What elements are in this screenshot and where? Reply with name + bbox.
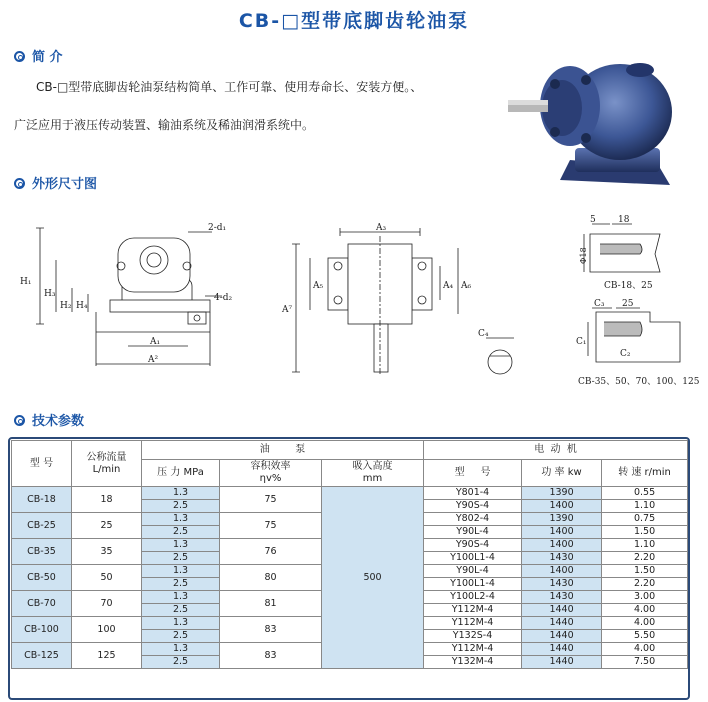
cell-power: 1440	[522, 656, 602, 669]
cell-pump-model: CB-100	[12, 617, 72, 643]
page-title: CB-□型带底脚齿轮油泵	[238, 10, 470, 32]
label-h1: H₁	[20, 277, 32, 287]
cell-pressure: 1.3	[142, 539, 220, 552]
cell-efficiency: 83	[220, 643, 322, 669]
label-a5: A₅	[313, 281, 324, 291]
cell-pressure: 2.5	[142, 500, 220, 513]
cell-pressure: 1.3	[142, 487, 220, 500]
cell-pressure: 2.5	[142, 630, 220, 643]
cell-pressure: 1.3	[142, 591, 220, 604]
tech-heading-text: 技术参数	[32, 414, 85, 429]
cell-power: 1440	[522, 630, 602, 643]
spec-table	[11, 440, 688, 669]
header-power: 功 率 kw	[522, 460, 602, 487]
label-l-dim2: 25	[622, 299, 634, 309]
cell-motor-model: Y802-4	[424, 513, 522, 526]
cell-speed: 5.50	[602, 630, 688, 643]
cell-flow: 35	[72, 539, 142, 565]
cell-power: 1390	[522, 487, 602, 500]
cell-motor-model: Y90S-4	[424, 500, 522, 513]
cell-flow: 125	[72, 643, 142, 669]
cell-motor-model: Y90S-4	[424, 539, 522, 552]
cell-speed: 4.00	[602, 643, 688, 656]
cell-suction: 500	[322, 487, 424, 669]
cell-power: 1440	[522, 643, 602, 656]
cell-motor-model: Y100L2-4	[424, 591, 522, 604]
cell-power: 1390	[522, 513, 602, 526]
header-model: 型 号	[12, 441, 72, 487]
intro-heading	[14, 46, 63, 65]
cell-power: 1430	[522, 578, 602, 591]
cell-speed: 2.20	[602, 578, 688, 591]
cell-flow: 70	[72, 591, 142, 617]
header-pressure: 压 力 MPa	[142, 460, 220, 487]
shaft-detail-large	[588, 308, 680, 362]
cell-pump-model: CB-125	[12, 643, 72, 669]
cell-pump-model: CB-25	[12, 513, 72, 539]
header-pump: 油 泵	[142, 441, 424, 460]
caption-small-shaft: CB-18、25	[604, 281, 653, 291]
cell-speed: 2.20	[602, 552, 688, 565]
label-a1: A₁	[150, 337, 161, 347]
label-d1: 2-d₁	[208, 223, 227, 233]
header-efficiency: 容积效率 ηv%	[220, 460, 322, 487]
header-motor-model: 型 号	[424, 460, 522, 487]
cell-flow: 18	[72, 487, 142, 513]
label-h4: H₄	[76, 301, 88, 311]
label-a7: A⁷	[282, 305, 293, 315]
label-d2: 4-d₂	[214, 293, 233, 303]
cell-speed: 7.50	[602, 656, 688, 669]
intro-line-1: CB-□型带底脚齿轮油泵结构简单、工作可靠、使用寿命长、安装方便。、	[36, 80, 423, 94]
cell-pressure: 2.5	[142, 604, 220, 617]
label-l-dim3: C₂	[620, 349, 631, 359]
cell-motor-model: Y100L1-4	[424, 578, 522, 591]
dims-heading	[14, 173, 97, 192]
header-motor: 电 动 机	[424, 441, 688, 460]
header-speed: 转 速 r/min	[602, 460, 688, 487]
cell-power: 1440	[522, 617, 602, 630]
cell-flow: 100	[72, 617, 142, 643]
cell-motor-model: Y90L-4	[424, 565, 522, 578]
label-c4: C₄	[478, 329, 489, 339]
label-s-dim2: 18	[618, 215, 630, 225]
cell-speed: 1.10	[602, 500, 688, 513]
cell-speed: 4.00	[602, 617, 688, 630]
bullet-icon	[14, 178, 25, 189]
cell-pump-model: CB-35	[12, 539, 72, 565]
label-s-dia: Φ18	[579, 247, 588, 264]
cell-pump-model: CB-50	[12, 565, 72, 591]
cell-flow: 25	[72, 513, 142, 539]
cell-motor-model: Y112M-4	[424, 604, 522, 617]
cell-efficiency: 76	[220, 539, 322, 565]
dimension-drawing	[0, 196, 708, 396]
cell-motor-model: Y112M-4	[424, 617, 522, 630]
cell-speed: 0.55	[602, 487, 688, 500]
intro-heading-text: 简 介	[32, 50, 63, 65]
header-flow: 公称流量 L/min	[72, 441, 142, 487]
header-suction: 吸入高度 mm	[322, 460, 424, 487]
bullet-icon	[14, 51, 25, 62]
cell-motor-model: Y801-4	[424, 487, 522, 500]
cell-flow: 50	[72, 565, 142, 591]
cell-speed: 1.50	[602, 526, 688, 539]
cell-power: 1430	[522, 591, 602, 604]
cell-speed: 3.00	[602, 591, 688, 604]
top-view	[292, 228, 458, 376]
table-row	[12, 487, 688, 500]
cell-motor-model: Y100L1-4	[424, 552, 522, 565]
cell-speed: 1.50	[602, 565, 688, 578]
cell-speed: 0.75	[602, 513, 688, 526]
cell-pressure: 1.3	[142, 513, 220, 526]
label-a6: A₆	[461, 281, 472, 291]
cell-power: 1400	[522, 565, 602, 578]
cell-pump-model: CB-70	[12, 591, 72, 617]
cell-efficiency: 75	[220, 487, 322, 513]
cell-pressure: 1.3	[142, 565, 220, 578]
tech-heading	[14, 410, 84, 429]
label-a3: A₃	[376, 223, 387, 233]
label-s-dim1: 5	[590, 215, 596, 225]
cell-pressure: 1.3	[142, 617, 220, 630]
cell-pressure: 2.5	[142, 552, 220, 565]
cell-speed: 1.10	[602, 539, 688, 552]
intro-line-2: 广泛应用于液压传动装置、输油系统及稀油润滑系统中。	[14, 118, 315, 132]
caption-large-shaft: CB-35、50、70、100、125	[578, 377, 700, 387]
label-h2: H₂	[60, 301, 72, 311]
front-view	[36, 228, 222, 366]
cell-power: 1440	[522, 604, 602, 617]
cell-pressure: 2.5	[142, 656, 220, 669]
cell-motor-model: Y112M-4	[424, 643, 522, 656]
cell-motor-model: Y132M-4	[424, 656, 522, 669]
cell-efficiency: 81	[220, 591, 322, 617]
dims-heading-text: 外形尺寸图	[32, 177, 98, 192]
cell-motor-model: Y132S-4	[424, 630, 522, 643]
cell-pressure: 1.3	[142, 643, 220, 656]
label-h3: H₃	[44, 289, 56, 299]
cell-efficiency: 80	[220, 565, 322, 591]
shaft-section	[486, 338, 514, 374]
label-a2: A²	[148, 355, 159, 365]
label-l-dim1: C₃	[594, 299, 605, 309]
cell-pressure: 2.5	[142, 526, 220, 539]
cell-power: 1400	[522, 539, 602, 552]
cell-power: 1430	[522, 552, 602, 565]
cell-speed: 4.00	[602, 604, 688, 617]
pump-photo	[500, 40, 685, 190]
cell-power: 1400	[522, 500, 602, 513]
cell-motor-model: Y90L-4	[424, 526, 522, 539]
cell-efficiency: 83	[220, 617, 322, 643]
cell-pressure: 2.5	[142, 578, 220, 591]
bullet-icon	[14, 415, 25, 426]
cell-efficiency: 75	[220, 513, 322, 539]
label-a4: A₄	[443, 281, 454, 291]
shaft-detail-small	[584, 224, 660, 272]
cell-pump-model: CB-18	[12, 487, 72, 513]
cell-power: 1400	[522, 526, 602, 539]
label-l-dim4: C₁	[576, 337, 587, 347]
